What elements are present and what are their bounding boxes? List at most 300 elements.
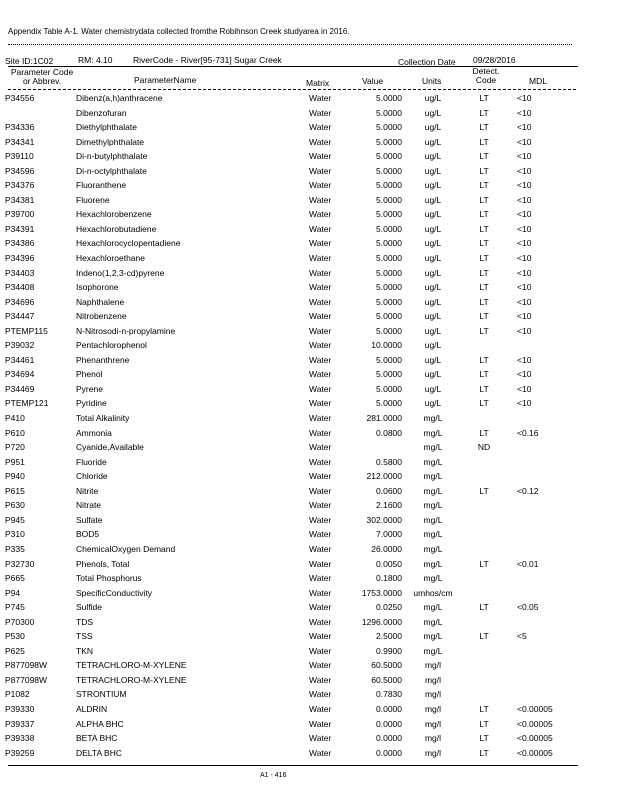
cell-detect-code: LT xyxy=(479,354,489,365)
cell-value: 5.0000 xyxy=(376,165,402,176)
cell-mdl: <10 xyxy=(517,180,532,191)
cell-param-code: P39338 xyxy=(5,733,35,744)
cell-mdl: <10 xyxy=(517,253,532,264)
cell-units: mg/L xyxy=(423,442,443,453)
cell-units: ug/L xyxy=(424,136,442,147)
cell-value: 5.0000 xyxy=(376,151,402,162)
table-row xyxy=(0,398,618,413)
cell-units: ug/L xyxy=(424,253,442,264)
cell-param-name: Cyanide,Available xyxy=(76,442,144,453)
cell-param-name: Dimethylphthalate xyxy=(76,136,145,147)
cell-param-code: P34391 xyxy=(5,223,35,234)
cell-mdl: <0.00005 xyxy=(517,703,553,714)
col-header-units: Units xyxy=(422,76,442,86)
cell-mdl: <10 xyxy=(517,354,532,365)
cell-param-name: Indeno(1,2,3-cd)pyrene xyxy=(76,267,165,278)
col-header-detect-line1: Detect. xyxy=(472,66,500,76)
cell-param-code: P625 xyxy=(5,645,25,656)
table-row xyxy=(0,617,618,632)
cell-param-name: DELTA BHC xyxy=(76,747,122,758)
cell-param-name: Nitrite xyxy=(76,485,99,496)
cell-param-code: P39259 xyxy=(5,747,35,758)
table-row xyxy=(0,675,618,690)
cell-param-code: P94 xyxy=(5,587,21,598)
cell-matrix: Water xyxy=(309,253,332,264)
table-row xyxy=(0,588,618,603)
cell-value: 5.0000 xyxy=(376,238,402,249)
cell-param-code: P34396 xyxy=(5,253,35,264)
collection-date-label: Collection Date xyxy=(398,57,456,67)
cell-param-code: P335 xyxy=(5,543,25,554)
column-header-rule xyxy=(8,89,576,90)
river-code: RiverCode - River[95-731] Sugar Creek xyxy=(133,55,282,65)
cell-matrix: Water xyxy=(309,354,332,365)
cell-matrix: Water xyxy=(309,122,332,133)
cell-matrix: Water xyxy=(309,267,332,278)
cell-matrix: Water xyxy=(309,616,332,627)
table-row xyxy=(0,369,618,384)
cell-param-name: Nitrate xyxy=(76,500,102,511)
cell-mdl: <10 xyxy=(517,398,532,409)
table-row xyxy=(0,500,618,515)
cell-value: 302.0000 xyxy=(366,514,402,525)
cell-detect-code: LT xyxy=(479,383,489,394)
cell-value: 1296.0000 xyxy=(361,616,402,627)
cell-value: 0.0050 xyxy=(376,558,402,569)
cell-matrix: Water xyxy=(309,180,332,191)
cell-param-code: P39700 xyxy=(5,209,35,220)
col-header-param-code-line2: or Abbrev. xyxy=(22,76,62,86)
cell-param-code: P34469 xyxy=(5,383,35,394)
table-row xyxy=(0,631,618,646)
cell-mdl: <10 xyxy=(517,209,532,220)
table-row xyxy=(0,704,618,719)
cell-mdl: <10 xyxy=(517,369,532,380)
cell-mdl: <5 xyxy=(517,631,527,642)
cell-param-code: PTEMP121 xyxy=(5,398,49,409)
cell-value: 5.0000 xyxy=(376,223,402,234)
cell-param-code: P410 xyxy=(5,413,25,424)
table-row xyxy=(0,471,618,486)
cell-units: mg/l xyxy=(424,689,442,700)
cell-matrix: Water xyxy=(309,733,332,744)
cell-units: umhos/cm xyxy=(413,587,453,598)
cell-value: 5.0000 xyxy=(376,296,402,307)
cell-param-code: P32730 xyxy=(5,558,35,569)
cell-detect-code: LT xyxy=(479,296,489,307)
cell-param-name: ALDRIN xyxy=(76,703,108,714)
cell-detect-code: LT xyxy=(479,427,489,438)
cell-detect-code: LT xyxy=(479,718,489,729)
cell-units: mg/L xyxy=(423,616,443,627)
cell-value: 0.0000 xyxy=(376,733,402,744)
cell-units: mg/L xyxy=(423,427,443,438)
cell-matrix: Water xyxy=(309,413,332,424)
cell-matrix: Water xyxy=(309,485,332,496)
table-row xyxy=(0,529,618,544)
cell-units: mg/L xyxy=(423,413,443,424)
cell-value: 5.0000 xyxy=(376,209,402,220)
cell-matrix: Water xyxy=(309,558,332,569)
cell-value: 1753.0000 xyxy=(361,587,402,598)
cell-param-code: P877098W xyxy=(5,660,48,671)
cell-matrix: Water xyxy=(309,296,332,307)
cell-detect-code: LT xyxy=(479,194,489,205)
cell-value: 60.5000 xyxy=(371,660,402,671)
cell-matrix: Water xyxy=(309,107,332,118)
cell-mdl: <10 xyxy=(517,383,532,394)
cell-matrix: Water xyxy=(309,689,332,700)
cell-matrix: Water xyxy=(309,514,332,525)
cell-mdl: <10 xyxy=(517,107,532,118)
table-row xyxy=(0,238,618,253)
cell-value: 212.0000 xyxy=(366,471,402,482)
cell-value: 5.0000 xyxy=(376,267,402,278)
cell-param-name: Hexachlorobenzene xyxy=(76,209,152,220)
cell-units: mg/l xyxy=(424,718,442,729)
cell-value: 10.0000 xyxy=(371,340,402,351)
cell-mdl: <10 xyxy=(517,325,532,336)
cell-mdl: <0.00005 xyxy=(517,718,553,729)
cell-mdl: <0.12 xyxy=(517,485,539,496)
table-row xyxy=(0,719,618,734)
cell-param-code: P615 xyxy=(5,485,25,496)
cell-param-name: Chloride xyxy=(76,471,108,482)
cell-mdl: <10 xyxy=(517,311,532,322)
cell-param-code: P39337 xyxy=(5,718,35,729)
cell-param-name: TSS xyxy=(76,631,93,642)
cell-param-name: BOD5 xyxy=(76,529,100,540)
cell-matrix: Water xyxy=(309,209,332,220)
cell-value: 0.1800 xyxy=(376,573,402,584)
title-dotted-rule xyxy=(8,44,572,45)
cell-param-code: P34408 xyxy=(5,282,35,293)
cell-units: mg/L xyxy=(423,485,443,496)
table-row xyxy=(0,486,618,501)
cell-matrix: Water xyxy=(309,645,332,656)
cell-detect-code: LT xyxy=(479,209,489,220)
cell-param-name: TKN xyxy=(76,645,93,656)
cell-matrix: Water xyxy=(309,631,332,642)
cell-value: 281.0000 xyxy=(366,413,402,424)
cell-param-name: Isophorone xyxy=(76,282,119,293)
table-row xyxy=(0,442,618,457)
cell-detect-code: LT xyxy=(479,238,489,249)
cell-matrix: Water xyxy=(309,674,332,685)
cell-units: ug/L xyxy=(424,209,442,220)
cell-value: 0.0000 xyxy=(376,703,402,714)
cell-detect-code: LT xyxy=(479,107,489,118)
table-row xyxy=(0,137,618,152)
cell-param-code: P39110 xyxy=(5,151,34,162)
cell-value: 2.5000 xyxy=(376,631,402,642)
cell-units: mg/L xyxy=(423,573,443,584)
cell-param-name: N-Nitrosodi-n-propylamine xyxy=(76,325,176,336)
table-row xyxy=(0,573,618,588)
table-row xyxy=(0,122,618,137)
cell-value: 0.0250 xyxy=(376,602,402,613)
col-header-value: Value xyxy=(362,76,384,86)
table-row xyxy=(0,384,618,399)
cell-param-code: P34694 xyxy=(5,369,35,380)
cell-param-code: P310 xyxy=(5,529,25,540)
cell-matrix: Water xyxy=(309,471,332,482)
cell-param-name: Sulfate xyxy=(76,514,103,525)
cell-param-code: P945 xyxy=(5,514,25,525)
table-row xyxy=(0,355,618,370)
cell-param-name: Di-n-butylphthalate xyxy=(76,151,148,162)
cell-units: mg/l xyxy=(424,747,442,758)
cell-param-name: Phenanthrene xyxy=(76,354,130,365)
cell-matrix: Water xyxy=(309,325,332,336)
cell-param-code: P34596 xyxy=(5,165,35,176)
cell-param-code: P1082 xyxy=(5,689,30,700)
cell-mdl: <10 xyxy=(517,282,532,293)
cell-units: ug/L xyxy=(424,311,442,322)
cell-value: 5.0000 xyxy=(376,253,402,264)
cell-param-code: P70300 xyxy=(5,616,35,627)
table-row xyxy=(0,93,618,108)
cell-detect-code: LT xyxy=(479,631,489,642)
cell-param-code: P940 xyxy=(5,471,25,482)
cell-detect-code: LT xyxy=(479,602,489,613)
cell-mdl: <10 xyxy=(517,165,532,176)
cell-units: ug/L xyxy=(424,325,442,336)
collection-date: 09/28/2016 xyxy=(473,55,516,65)
cell-matrix: Water xyxy=(309,718,332,729)
cell-param-name: Ammonia xyxy=(76,427,112,438)
col-header-param-name: ParameterName xyxy=(134,75,197,85)
cell-param-name: TETRACHLORO-M-XYLENE xyxy=(76,660,187,671)
cell-param-name: Dibenzofuran xyxy=(76,107,127,118)
cell-param-name: Pyrene xyxy=(76,383,103,394)
cell-matrix: Water xyxy=(309,369,332,380)
cell-param-name: SpecificConductivity xyxy=(76,587,153,598)
col-header-matrix: Matrix xyxy=(306,78,330,88)
cell-mdl: <0.05 xyxy=(517,602,539,613)
col-header-mdl: MDL xyxy=(529,76,547,86)
cell-units: ug/L xyxy=(424,180,442,191)
cell-param-code: P877098W xyxy=(5,674,48,685)
cell-units: mg/L xyxy=(423,543,443,554)
cell-units: ug/L xyxy=(424,151,442,162)
cell-mdl: <10 xyxy=(517,93,532,103)
cell-value: 5.0000 xyxy=(376,136,402,147)
page-number: A1 - 416 xyxy=(260,772,287,779)
cell-value: 5.0000 xyxy=(376,107,402,118)
cell-matrix: Water xyxy=(309,500,332,511)
cell-units: ug/L xyxy=(424,354,442,365)
cell-mdl: <0.00005 xyxy=(517,747,553,758)
cell-param-name: Fluorene xyxy=(76,194,110,205)
table-row xyxy=(0,151,618,166)
cell-value: 0.0000 xyxy=(376,718,402,729)
cell-value: 2.1600 xyxy=(376,500,402,511)
cell-detect-code: LT xyxy=(479,733,489,744)
cell-param-name: Hexachlorobutadiene xyxy=(76,223,157,234)
cell-mdl: <10 xyxy=(517,267,532,278)
table-row xyxy=(0,326,618,341)
table-row xyxy=(0,297,618,312)
cell-matrix: Water xyxy=(309,282,332,293)
cell-value: 26.0000 xyxy=(371,543,402,554)
col-header-param-code xyxy=(6,68,78,86)
cell-units: mg/L xyxy=(423,645,443,656)
cell-units: mg/L xyxy=(423,500,443,511)
cell-param-name: Pyridine xyxy=(76,398,107,409)
cell-detect-code: LT xyxy=(479,703,489,714)
cell-param-name: Phenols, Total xyxy=(76,558,130,569)
cell-param-code: P34381 xyxy=(5,194,35,205)
footer-rule xyxy=(8,765,578,766)
col-header-param-code-line1: Parameter Code xyxy=(10,67,74,77)
cell-param-code: P34341 xyxy=(5,136,35,147)
cell-units: ug/L xyxy=(424,369,442,380)
table-row xyxy=(0,311,618,326)
cell-mdl: <10 xyxy=(517,238,532,249)
cell-units: ug/L xyxy=(424,165,442,176)
cell-mdl: <10 xyxy=(517,296,532,307)
cell-detect-code: ND xyxy=(477,442,491,453)
cell-value: 0.0600 xyxy=(376,485,402,496)
table-row xyxy=(0,457,618,472)
cell-mdl: <0.01 xyxy=(517,558,539,569)
cell-detect-code: LT xyxy=(479,282,489,293)
table-row xyxy=(0,428,618,443)
table-row xyxy=(0,166,618,181)
cell-value: 5.0000 xyxy=(376,311,402,322)
cell-param-code: P34461 xyxy=(5,354,35,365)
cell-units: ug/L xyxy=(424,383,442,394)
cell-mdl: <10 xyxy=(517,136,532,147)
cell-matrix: Water xyxy=(309,165,332,176)
cell-value: 7.0000 xyxy=(376,529,402,540)
cell-matrix: Water xyxy=(309,660,332,671)
cell-param-code: P665 xyxy=(5,573,25,584)
cell-param-code: P39032 xyxy=(5,340,35,351)
table-row xyxy=(0,253,618,268)
cell-units: ug/L xyxy=(424,194,442,205)
col-header-detect xyxy=(468,67,504,85)
cell-param-code: P34376 xyxy=(5,180,35,191)
table-row xyxy=(0,515,618,530)
cell-param-name: Fluoride xyxy=(76,456,107,467)
cell-units: ug/L xyxy=(424,267,442,278)
cell-param-code: P34696 xyxy=(5,296,35,307)
cell-units: ug/L xyxy=(424,238,442,249)
cell-param-name: Nitrobenzene xyxy=(76,311,127,322)
cell-value: 0.0000 xyxy=(376,747,402,758)
cell-value: 0.7830 xyxy=(376,689,402,700)
table-row xyxy=(0,646,618,661)
cell-param-name: Hexachlorocyclopentadiene xyxy=(76,238,181,249)
cell-value: 0.9900 xyxy=(376,645,402,656)
cell-mdl: <10 xyxy=(517,122,532,133)
cell-units: ug/L xyxy=(424,223,442,234)
table-row xyxy=(0,544,618,559)
cell-detect-code: LT xyxy=(479,223,489,234)
cell-param-code: PTEMP115 xyxy=(5,325,48,336)
cell-units: ug/L xyxy=(424,93,442,103)
cell-matrix: Water xyxy=(309,442,332,453)
table-row xyxy=(0,224,618,239)
cell-matrix: Water xyxy=(309,398,332,409)
table-row xyxy=(0,413,618,428)
cell-detect-code: LT xyxy=(479,165,489,176)
cell-matrix: Water xyxy=(309,238,332,249)
cell-param-code: P610 xyxy=(5,427,25,438)
table-row xyxy=(0,195,618,210)
cell-detect-code: LT xyxy=(479,253,489,264)
cell-detect-code: LT xyxy=(479,369,489,380)
cell-mdl: <0.00005 xyxy=(517,733,553,744)
cell-param-code: P34336 xyxy=(5,122,35,133)
cell-value: 5.0000 xyxy=(376,354,402,365)
cell-param-name: Diethylphthalate xyxy=(76,122,137,133)
cell-units: ug/L xyxy=(424,282,442,293)
cell-param-name: TETRACHLORO-M-XYLENE xyxy=(76,674,187,685)
cell-units: mg/L xyxy=(423,631,443,642)
cell-param-code: P34556 xyxy=(5,93,35,103)
cell-matrix: Water xyxy=(309,747,332,758)
cell-detect-code: LT xyxy=(479,311,489,322)
cell-value: 0.0800 xyxy=(376,427,402,438)
cell-units: mg/l xyxy=(424,660,442,671)
river-mile: RM: 4.10 xyxy=(78,55,113,65)
cell-param-name: ChemicalOxygen Demand xyxy=(76,543,176,554)
cell-units: ug/L xyxy=(424,107,442,118)
cell-units: mg/L xyxy=(423,514,443,525)
cell-units: ug/L xyxy=(424,340,442,351)
cell-param-name: Total Phosphorus xyxy=(76,573,142,584)
cell-units: mg/l xyxy=(424,733,442,744)
table-row xyxy=(0,268,618,283)
cell-units: mg/L xyxy=(423,558,443,569)
data-table xyxy=(0,93,618,762)
cell-detect-code: LT xyxy=(479,485,489,496)
site-id: Site ID:1C02 xyxy=(5,56,54,66)
cell-param-name: Di-n-octylphthalate xyxy=(76,165,147,176)
table-row xyxy=(0,602,618,617)
cell-detect-code: LT xyxy=(479,325,489,336)
cell-param-name: Hexachloroethane xyxy=(76,253,145,264)
cell-param-name: BETA BHC xyxy=(76,733,118,744)
cell-matrix: Water xyxy=(309,194,332,205)
cell-param-code: P720 xyxy=(5,442,25,453)
table-row xyxy=(0,689,618,704)
cell-units: mg/L xyxy=(423,602,443,613)
cell-units: mg/l xyxy=(424,703,442,714)
cell-param-code: P34447 xyxy=(5,311,35,322)
cell-mdl: <10 xyxy=(517,194,532,205)
col-header-detect-line2: Code xyxy=(475,75,497,85)
cell-matrix: Water xyxy=(309,136,332,147)
cell-value: 5.0000 xyxy=(376,180,402,191)
cell-param-name: TDS xyxy=(76,616,93,627)
cell-matrix: Water xyxy=(309,383,332,394)
cell-units: ug/L xyxy=(424,398,442,409)
cell-param-name: Dibenz(a,h)anthracene xyxy=(76,93,163,103)
cell-param-code: P39330 xyxy=(5,703,35,714)
cell-matrix: Water xyxy=(309,703,332,714)
cell-detect-code: LT xyxy=(479,151,489,162)
table-row xyxy=(0,660,618,675)
cell-mdl: <10 xyxy=(517,151,532,162)
cell-matrix: Water xyxy=(309,151,332,162)
cell-units: mg/l xyxy=(424,674,442,685)
table-row xyxy=(0,180,618,195)
cell-param-code: P745 xyxy=(5,602,25,613)
